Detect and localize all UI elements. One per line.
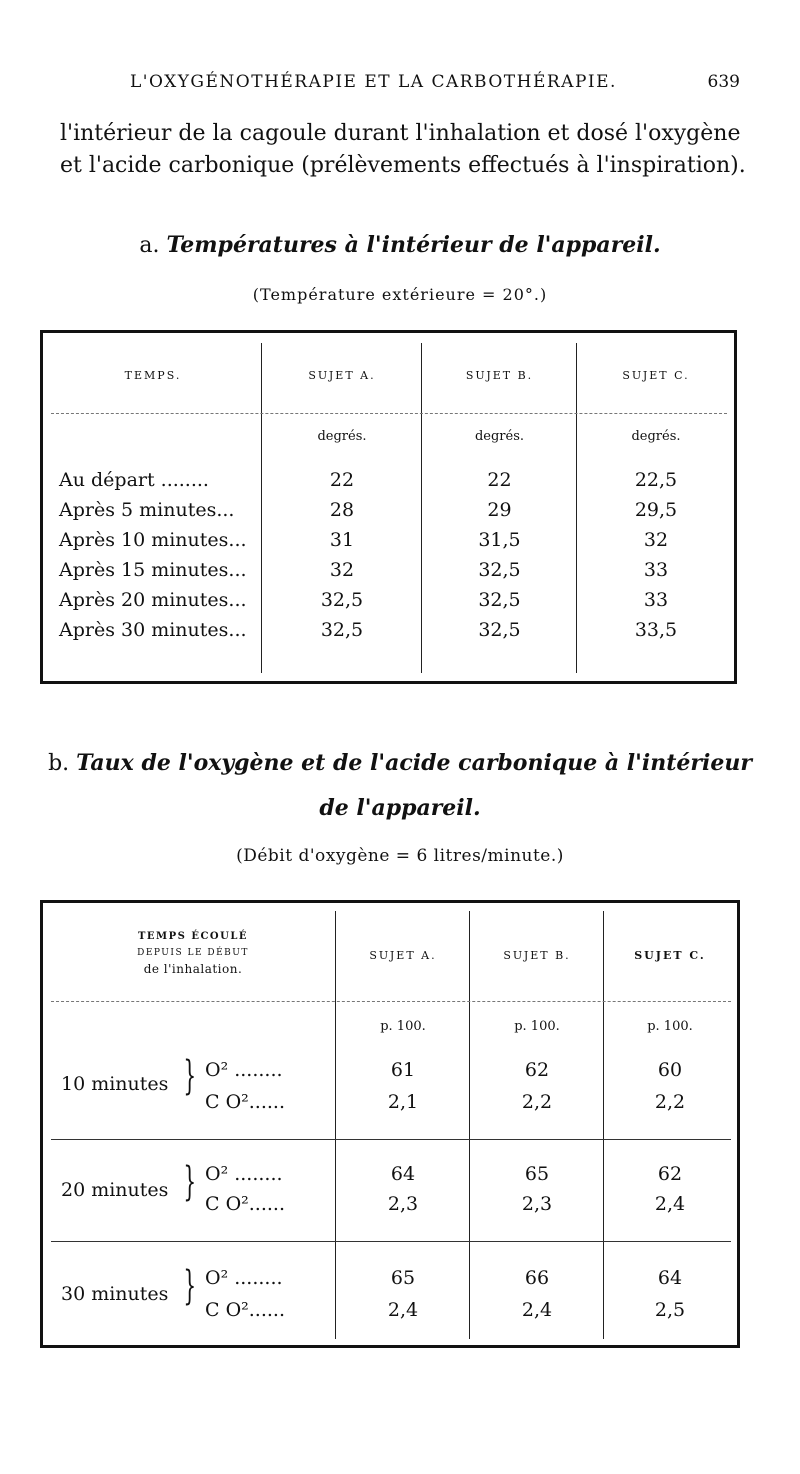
table-a-subtitle: (Température extérieure = 20°.) — [252, 285, 548, 304]
cell-value: 2,4 — [521, 1299, 553, 1321]
brace-icon: } — [183, 1263, 197, 1309]
gas-co2-label: C O²...... — [205, 1091, 286, 1113]
table-b-col-subject-b: SUJET B. — [503, 949, 571, 962]
table-a-col-subject-a: SUJET A. — [308, 369, 376, 382]
cell-value: 33 — [643, 589, 669, 611]
table-b-unit: p. 100. — [380, 1019, 426, 1034]
table-b-col-subject-c: SUJET C. — [634, 949, 706, 962]
intro-line: l'intérieur de la cagoule durant l'inhalation et dosé l'oxygène — [60, 121, 741, 146]
cell-value: 28 — [329, 499, 355, 521]
running-head — [130, 72, 740, 92]
row-label: Après 20 minutes... — [59, 589, 247, 611]
table-b-col-time — [53, 929, 333, 977]
cell-value: 29 — [487, 499, 512, 521]
table-a-unit: degrés. — [631, 429, 681, 444]
cell-value: 2,4 — [387, 1299, 419, 1321]
page-number: 639 — [707, 72, 740, 92]
table-b-title: Taux de l'oxygène et de l'acide carbonique à l'intérieur — [76, 750, 752, 776]
table-b-title-line2: de l'appareil. — [319, 795, 481, 821]
table-b — [40, 900, 740, 1348]
cell-value: 65 — [390, 1267, 416, 1289]
cell-value: 31,5 — [478, 529, 521, 551]
row-label: Après 15 minutes... — [59, 559, 247, 581]
col-time-line2: DEPUIS LE DÉBUT — [137, 948, 249, 958]
cell-value: 22,5 — [634, 469, 678, 491]
cell-value: 2,4 — [654, 1193, 686, 1215]
row-label: Après 30 minutes... — [59, 619, 247, 641]
table-b-unit: p. 100. — [514, 1019, 560, 1034]
table-a-caption — [0, 232, 800, 258]
table-a-col-subject-c: SUJET C. — [622, 369, 690, 382]
group-label: 10 minutes — [61, 1073, 169, 1095]
cell-value: 22 — [329, 469, 355, 491]
gas-o2-label: O² ........ — [205, 1163, 283, 1185]
cell-value: 32 — [643, 529, 669, 551]
cell-value: 31 — [329, 529, 355, 551]
row-label: Après 5 minutes... — [59, 499, 235, 521]
table-b-caption — [0, 750, 800, 776]
cell-value: 65 — [524, 1163, 550, 1185]
cell-value: 2,2 — [654, 1091, 686, 1113]
gas-co2-label: C O²...... — [205, 1193, 286, 1215]
row-label: Après 10 minutes... — [59, 529, 247, 551]
cell-value: 60 — [657, 1059, 683, 1081]
cell-value: 33 — [643, 559, 669, 581]
cell-value: 2,3 — [521, 1193, 553, 1215]
group-label: 30 minutes — [61, 1283, 169, 1305]
intro-line: et l'acide carbonique (prélèvements effectués à l'inspiration). — [60, 153, 746, 178]
table-a-unit: degrés. — [317, 429, 367, 444]
table-a-letter: a. — [139, 233, 160, 258]
brace-icon: } — [183, 1053, 197, 1099]
cell-value: 32,5 — [478, 619, 521, 641]
table-b-letter: b. — [48, 751, 70, 776]
row-label: Au départ ........ — [59, 469, 209, 491]
cell-value: 62 — [524, 1059, 550, 1081]
gas-co2-label: C O²...... — [205, 1299, 286, 1321]
cell-value: 32 — [329, 559, 355, 581]
cell-value: 64 — [657, 1267, 683, 1289]
cell-value: 32,5 — [478, 589, 521, 611]
cell-value: 32,5 — [320, 589, 364, 611]
table-a-col-subject-b: SUJET B. — [465, 369, 534, 382]
cell-value: 66 — [524, 1267, 550, 1289]
col-time-line1: TEMPS ÉCOULÉ — [137, 931, 249, 942]
cell-value: 32,5 — [320, 619, 364, 641]
table-b-subtitle: (Débit d'oxygène = 6 litres/minute.) — [236, 846, 564, 866]
table-b-col-subject-a: SUJET A. — [369, 949, 437, 962]
gas-o2-label: O² ........ — [205, 1059, 283, 1081]
gas-o2-label: O² ........ — [205, 1267, 283, 1289]
group-label: 20 minutes — [61, 1179, 169, 1201]
cell-value: 2,1 — [387, 1091, 419, 1113]
cell-value: 64 — [390, 1163, 416, 1185]
cell-value: 2,5 — [654, 1299, 686, 1321]
cell-value: 33,5 — [634, 619, 678, 641]
col-time-line3: de l'inhalation. — [143, 962, 243, 976]
cell-value: 29,5 — [634, 499, 678, 521]
brace-icon: } — [183, 1159, 197, 1205]
running-head-title: L'OXYGÉNOTHÉRAPIE ET LA CARBOTHÉRAPIE. — [130, 72, 617, 92]
cell-value: 61 — [390, 1059, 416, 1081]
intro-paragraph — [60, 118, 750, 182]
table-a-unit: degrés. — [474, 429, 525, 444]
table-a-col-time: TEMPS. — [124, 369, 182, 382]
cell-value: 62 — [657, 1163, 683, 1185]
cell-value: 2,2 — [521, 1091, 553, 1113]
table-a — [40, 330, 737, 684]
table-a-title: Températures à l'intérieur de l'appareil. — [166, 232, 661, 258]
table-b-unit: p. 100. — [647, 1019, 693, 1034]
cell-value: 22 — [487, 469, 512, 491]
cell-value: 2,3 — [387, 1193, 419, 1215]
cell-value: 32,5 — [478, 559, 521, 581]
